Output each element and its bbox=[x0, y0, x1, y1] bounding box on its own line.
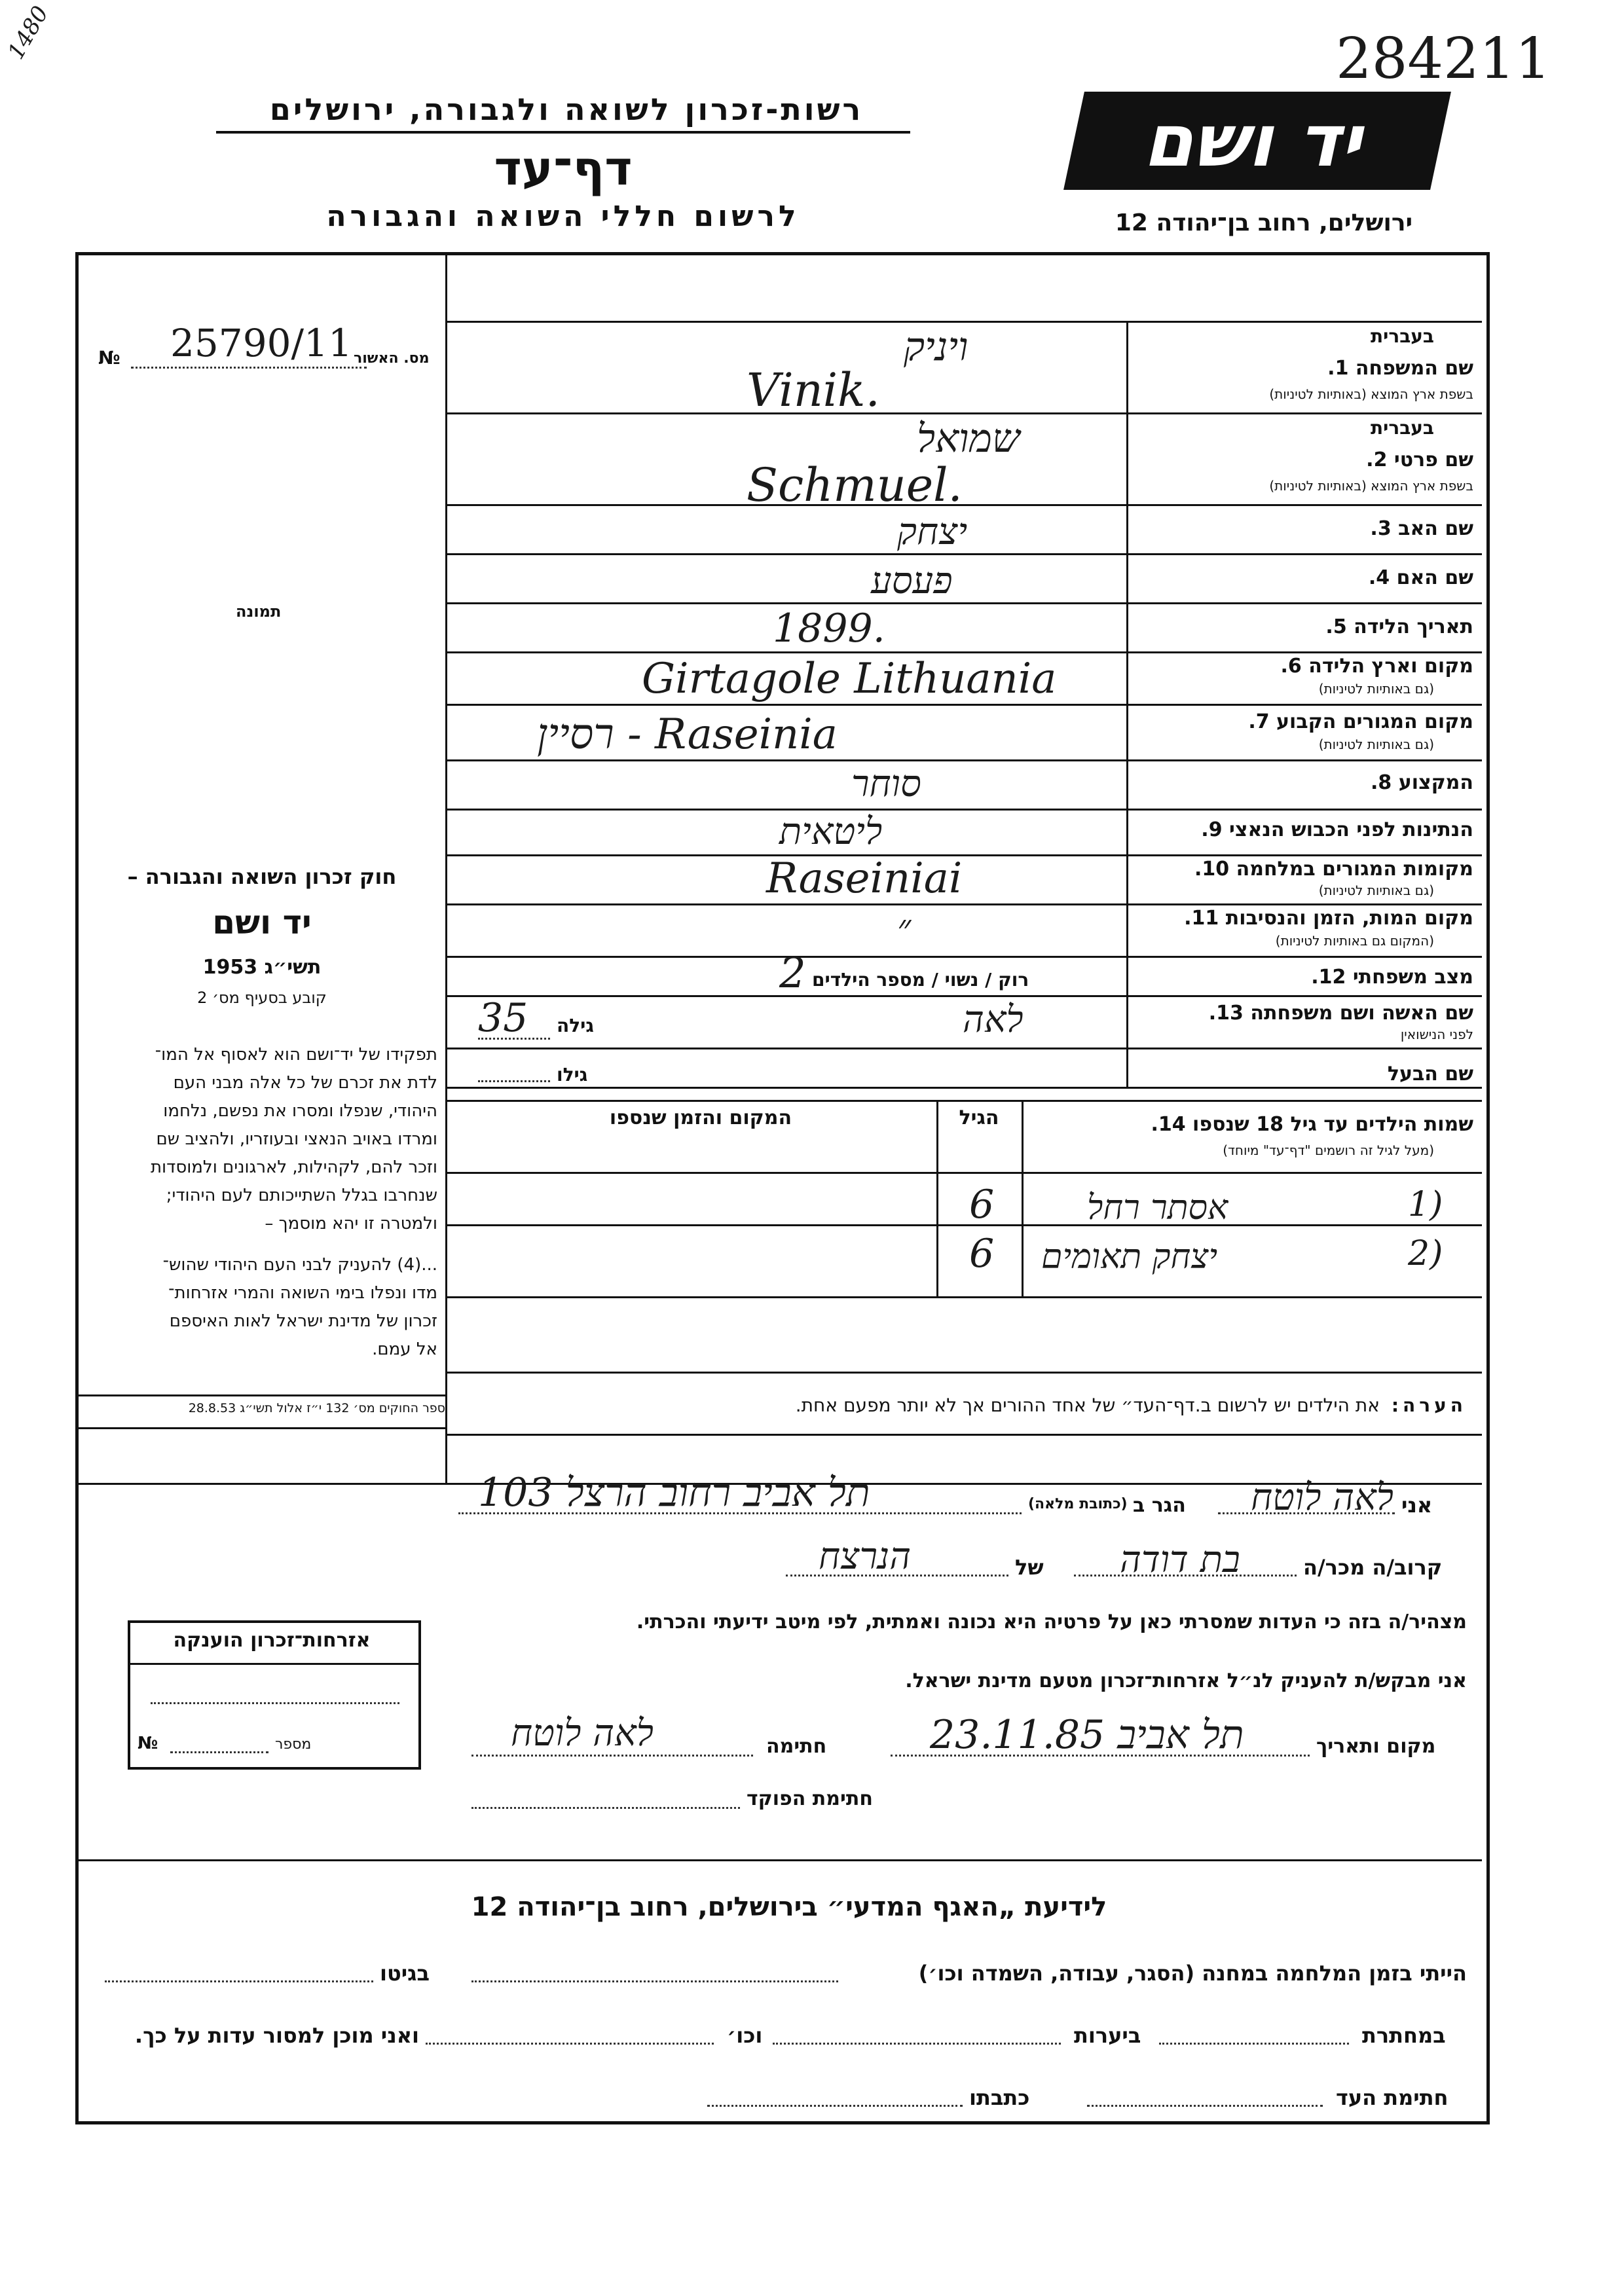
children-top-line bbox=[447, 1100, 1482, 1102]
law-body-line: מדו ונפלו בימי השואה והמרי אזרחות־ bbox=[168, 1283, 437, 1303]
field9-label bbox=[1201, 818, 1473, 841]
field8-num: 8. bbox=[1370, 771, 1392, 794]
children-bottom-line bbox=[447, 1296, 1482, 1298]
citizenship-line bbox=[151, 1702, 399, 1704]
field4-value: פעסע bbox=[871, 560, 953, 602]
field5-label-text: תאריך הלידה bbox=[1354, 615, 1473, 638]
law-body-line: ...(4) להעניק לבני העם היהודי שהוש־ bbox=[162, 1255, 437, 1275]
field9-value: ליטאית bbox=[779, 811, 883, 853]
footer-testimony: ואני מוכן למסור עדות על כך. bbox=[134, 2023, 419, 2048]
citizenship-no-label: מספר bbox=[275, 1736, 312, 1753]
row-line bbox=[447, 903, 1482, 905]
field6-hint: (גם באותיות לטיניות) bbox=[1318, 681, 1434, 697]
field3-num: 3. bbox=[1370, 517, 1392, 540]
declarant-address-line bbox=[458, 1512, 1022, 1514]
children-num: 14. bbox=[1151, 1113, 1186, 1136]
field13-value: לאה bbox=[963, 998, 1024, 1041]
registration-line bbox=[131, 367, 367, 369]
law-body-line: אל עמם. bbox=[372, 1339, 437, 1359]
field2-hint-top: בעברית bbox=[1370, 417, 1434, 439]
footer-underground-blank bbox=[1159, 2043, 1349, 2045]
footer-address-blank bbox=[707, 2105, 963, 2107]
field1-hint: בשפת ארץ המוצא (באותיות לטיניות) bbox=[1269, 386, 1473, 402]
field5-num: 5. bbox=[1325, 615, 1347, 638]
footer-forests: ביערות bbox=[1074, 2023, 1141, 2048]
law-source-line-bottom bbox=[77, 1427, 445, 1429]
row-line bbox=[447, 1048, 1482, 1049]
field6-num: 6. bbox=[1280, 655, 1302, 678]
footer-title: לידיעת „האגף המדעי״ בירושלים, רחוב בן־יהודה 12 bbox=[471, 1892, 1107, 1922]
margin-note: 1480 bbox=[3, 1, 54, 64]
field13-age-label: גילה bbox=[557, 1015, 594, 1036]
field3-label bbox=[1370, 517, 1473, 540]
officer-label: חתימת הפוקד bbox=[747, 1787, 873, 1810]
yad-vashem-logo: יד ושם bbox=[1063, 92, 1451, 190]
law-line4: קובע בסעיף מס׳ 2 bbox=[197, 989, 327, 1007]
signature-line bbox=[471, 1755, 753, 1757]
field13-hint: לפני הנישואין bbox=[1400, 1027, 1473, 1042]
field1-label-text: שם המשפחה bbox=[1355, 357, 1473, 380]
children-hint: (מעל לגיל זה רושמים "דף־עד" מיוחד) bbox=[1223, 1142, 1434, 1158]
registration-value: 25790/11 bbox=[170, 321, 352, 365]
footer-witness-sig: חתימת העד bbox=[1336, 2085, 1449, 2110]
field2-num: 2. bbox=[1366, 448, 1388, 471]
law-body-line: שנחרבו בגלל השתייכותם לעם היהודי; bbox=[166, 1186, 437, 1205]
row-line bbox=[447, 651, 1482, 653]
field7-value: רסיין - Raseinia bbox=[537, 710, 838, 759]
children-row-line bbox=[447, 1224, 1482, 1226]
child2-index: 2) bbox=[1408, 1234, 1443, 1273]
law-body-line: וזכר להם, לקהילות, לארגונים ולמוסדות bbox=[150, 1157, 437, 1177]
law-body-line: היהודי, שנפלו ומסרו את נפשם, נלחמו bbox=[163, 1101, 437, 1121]
field10-label bbox=[1194, 858, 1473, 881]
field4-label-text: שם האם bbox=[1396, 566, 1473, 589]
relation-line bbox=[1074, 1575, 1297, 1576]
field1-value-he: ויניק bbox=[904, 324, 969, 370]
row-line bbox=[447, 553, 1482, 555]
law-line3: תשי״ג 1953 bbox=[202, 956, 322, 979]
field4-num: 4. bbox=[1368, 566, 1390, 589]
field12-options: רוק / נשוי / מספר הילדים bbox=[812, 969, 1029, 991]
field2-value-lat: Schmuel. bbox=[747, 458, 963, 512]
field2-value-he: שמואל bbox=[917, 416, 1020, 462]
citizenship-title-line bbox=[130, 1663, 418, 1665]
field11-hint: (המקום גם באותיות לטיניות) bbox=[1275, 933, 1434, 949]
declarant-addr-hint: (כתובת מלאה) bbox=[1028, 1496, 1128, 1512]
field12-label bbox=[1311, 966, 1473, 989]
signature-value: לאה לוטח bbox=[511, 1712, 654, 1755]
note bbox=[661, 1394, 1467, 1416]
place-date-value: תל אביב 23.11.85 bbox=[930, 1712, 1244, 1758]
children-col-age: הגיל bbox=[959, 1106, 999, 1129]
field13-label-text: שם האשה ושם משפחתה bbox=[1250, 1002, 1473, 1025]
footer-ghetto: בגיטו bbox=[380, 1961, 430, 1986]
field1-num: 1. bbox=[1327, 357, 1349, 380]
field4-label bbox=[1369, 566, 1473, 589]
footer-top-line bbox=[77, 1859, 1482, 1861]
row-line bbox=[447, 602, 1482, 604]
footer-etc: וכו׳ bbox=[727, 2023, 763, 2048]
law-source: ספר החוקים מס׳ 132 י״ז אלול תשי״ג 28.8.53 bbox=[188, 1401, 445, 1415]
field10-value: Raseiniai bbox=[766, 854, 963, 903]
field12-value: 2 bbox=[779, 949, 806, 998]
row-line bbox=[447, 956, 1482, 958]
row-line bbox=[447, 809, 1482, 811]
field3-value: יצחק bbox=[897, 511, 968, 553]
child1-index: 1) bbox=[1408, 1185, 1443, 1224]
field9-label-text: הנתינות לפני הכבוש הנאצי bbox=[1229, 818, 1473, 841]
field7-hint: (גם באותיות לטיניות) bbox=[1318, 737, 1434, 752]
children-label-text: שמות הילדים עד גיל 18 שנספו bbox=[1192, 1113, 1473, 1136]
footer-forests-blank bbox=[773, 2043, 1061, 2045]
law-body-line: ומרדו באויב הנאצי ובעוזריו, ולהציב שם bbox=[156, 1129, 437, 1149]
field11-label bbox=[1184, 907, 1473, 930]
field1-label bbox=[1327, 357, 1473, 380]
row-line bbox=[447, 759, 1482, 761]
law-line1: חוק זכרון השואה והגבורה – bbox=[127, 864, 397, 889]
request-text: אני מבקש/ת להעניק לנ״ל אזרחות־זכרון מטעם מדינת ישראל. bbox=[905, 1669, 1467, 1692]
field8-label bbox=[1371, 771, 1473, 794]
footer-line1-blank bbox=[471, 1980, 838, 1982]
field7-num: 7. bbox=[1248, 710, 1270, 733]
row-line bbox=[447, 995, 1482, 997]
field12-num: 12. bbox=[1311, 966, 1346, 989]
declarant-ani: אני bbox=[1401, 1493, 1433, 1518]
field2-label bbox=[1366, 448, 1473, 471]
document-number: 284211 bbox=[1336, 26, 1551, 92]
row-line bbox=[447, 412, 1482, 414]
place-date-line bbox=[891, 1755, 1310, 1757]
children-col-place: המקום והזמן שנספו bbox=[609, 1106, 792, 1129]
field11-label-text: מקום המות, הזמן והנסיבות bbox=[1225, 907, 1473, 930]
field8-label-text: המקצוע bbox=[1398, 771, 1473, 794]
form-subtitle: לרשום חללי השואה והגבורה bbox=[326, 200, 800, 233]
law-source-line bbox=[77, 1394, 445, 1396]
field10-hint: (גם באותיות לטיניות) bbox=[1318, 883, 1434, 898]
field6-value: Girtagole Lithuania bbox=[642, 655, 1057, 703]
children-age-col-left bbox=[936, 1100, 938, 1296]
field1-hint-top: בעברית bbox=[1370, 325, 1434, 347]
footer-etc-blank bbox=[426, 2043, 714, 2045]
of-label: של bbox=[1015, 1555, 1044, 1580]
note-label: הערה: bbox=[1391, 1394, 1467, 1416]
declarant-name-line bbox=[1218, 1512, 1395, 1514]
registration-label: מס. האשור bbox=[354, 350, 430, 367]
field6-label-text: מקום וארץ הלידה bbox=[1308, 655, 1473, 678]
law-body-line: תפקידו של יד־ושם הוא לאסוף אל המו־ bbox=[155, 1045, 437, 1065]
child1-name: אסתר רחל bbox=[1087, 1188, 1228, 1228]
law-body bbox=[84, 1041, 437, 1364]
law-body-line: לדת את זכרם של כל אלה מבני העם bbox=[173, 1073, 437, 1093]
declaration-text: מצהיר/ה בזה כי העדות שמסרתי כאן על פרטיה היא נכונה ואמתית, לפי מיטב ידיעתי והכרתי. bbox=[636, 1611, 1467, 1633]
husband-label: שם הבעל bbox=[1387, 1063, 1473, 1085]
field10-label-text: מקומות המגורים במלחמה bbox=[1236, 858, 1473, 881]
row-line bbox=[447, 854, 1482, 856]
declarant-name: לאה לוטח bbox=[1251, 1476, 1393, 1519]
place-date-label: מקום ותאריך bbox=[1316, 1735, 1436, 1758]
citizenship-no-line bbox=[170, 1751, 268, 1753]
field10-num: 10. bbox=[1194, 858, 1230, 881]
field12-label-text: מצב משפחתי bbox=[1352, 966, 1473, 989]
note-bottom-line bbox=[447, 1434, 1482, 1436]
footer-address: כתבתו bbox=[969, 2085, 1030, 2110]
field2-hint: בשפת ארץ המוצא (באותיות לטיניות) bbox=[1269, 478, 1473, 494]
left-column-divider bbox=[445, 252, 447, 1483]
field11-num: 11. bbox=[1184, 907, 1219, 930]
law-body-line: ולמטרה זו יהא מוסמך – bbox=[265, 1214, 437, 1233]
note-text: את הילדים יש לרשום ב.דף־העד״ של אחד ההורים אך לא יותר מפעם אחת. bbox=[795, 1394, 1380, 1416]
field6-label bbox=[1281, 655, 1473, 678]
footer-underground: במחתרת bbox=[1362, 2023, 1446, 2048]
field13-label bbox=[1209, 1002, 1473, 1025]
field13-num: 13. bbox=[1208, 1002, 1244, 1025]
child2-name: יצחק תאומים bbox=[1041, 1237, 1218, 1277]
field5-label bbox=[1325, 615, 1473, 638]
field8-value: סוחר bbox=[851, 763, 921, 805]
field5-value: 1899. bbox=[773, 606, 885, 651]
declarant-address: תל אביב רחוב הרצל 103 bbox=[478, 1470, 870, 1516]
of-value: הנרצח bbox=[819, 1535, 912, 1578]
field3-label-text: שם האב bbox=[1398, 517, 1473, 540]
registration-no-symbol: № bbox=[98, 347, 120, 369]
photo-label: תמונה bbox=[236, 602, 282, 621]
footer-ghetto-blank bbox=[105, 1980, 373, 1982]
row-line bbox=[447, 1087, 1482, 1089]
footer-witness-sig-blank bbox=[1087, 2105, 1323, 2107]
row-line bbox=[447, 704, 1482, 706]
child1-age: 6 bbox=[969, 1182, 995, 1228]
footer-line1: הייתי בזמן המלחמה במחנה (הסגר, עבודה, השמדה וכו׳) bbox=[918, 1961, 1467, 1986]
header-address: ירושלים, רחוב בן־יהודה 12 bbox=[1115, 210, 1413, 236]
child2-age: 6 bbox=[969, 1231, 995, 1277]
citizenship-no-symbol: № bbox=[138, 1734, 158, 1753]
form-title: דף־עד bbox=[494, 141, 633, 196]
relation-value: בת דודה bbox=[1120, 1539, 1240, 1581]
children-age-col-right bbox=[1022, 1100, 1024, 1296]
signature-label: חתימה bbox=[766, 1735, 827, 1758]
field13-age-value: 35 bbox=[478, 995, 528, 1041]
field2-label-text: שם פרטי bbox=[1393, 448, 1473, 471]
law-line2: יד ושם bbox=[212, 903, 312, 941]
top-row-line bbox=[447, 321, 1482, 323]
husband-age-label: גילו bbox=[557, 1064, 588, 1085]
law-body-line: זכרון של מדינת ישראל לאות האיספם bbox=[169, 1311, 437, 1331]
officer-line bbox=[471, 1807, 740, 1809]
citizenship-title: אזרחות־זכרון הוענקה bbox=[173, 1629, 371, 1652]
declarant-resides: הגר ב bbox=[1133, 1494, 1186, 1517]
field9-num: 9. bbox=[1201, 818, 1223, 841]
husband-age-line bbox=[478, 1080, 550, 1082]
note-top-line bbox=[447, 1372, 1482, 1374]
field11-value: ״ bbox=[897, 907, 912, 949]
row-line bbox=[447, 504, 1482, 506]
field13-age-line bbox=[478, 1038, 550, 1040]
relation-label: קרוב/ה מכר/ה bbox=[1303, 1555, 1443, 1580]
children-header-line bbox=[447, 1172, 1482, 1174]
field7-label bbox=[1248, 710, 1473, 733]
org-name: רשות-זכרון לשואה ולגבורה, ירושלים bbox=[269, 92, 864, 127]
field7-label-text: מקום המגורים הקבוע bbox=[1276, 710, 1473, 733]
children-label bbox=[1151, 1113, 1473, 1136]
field1-value-lat: Vinik. bbox=[747, 363, 880, 417]
of-line bbox=[786, 1575, 1008, 1576]
org-underline bbox=[216, 131, 910, 134]
